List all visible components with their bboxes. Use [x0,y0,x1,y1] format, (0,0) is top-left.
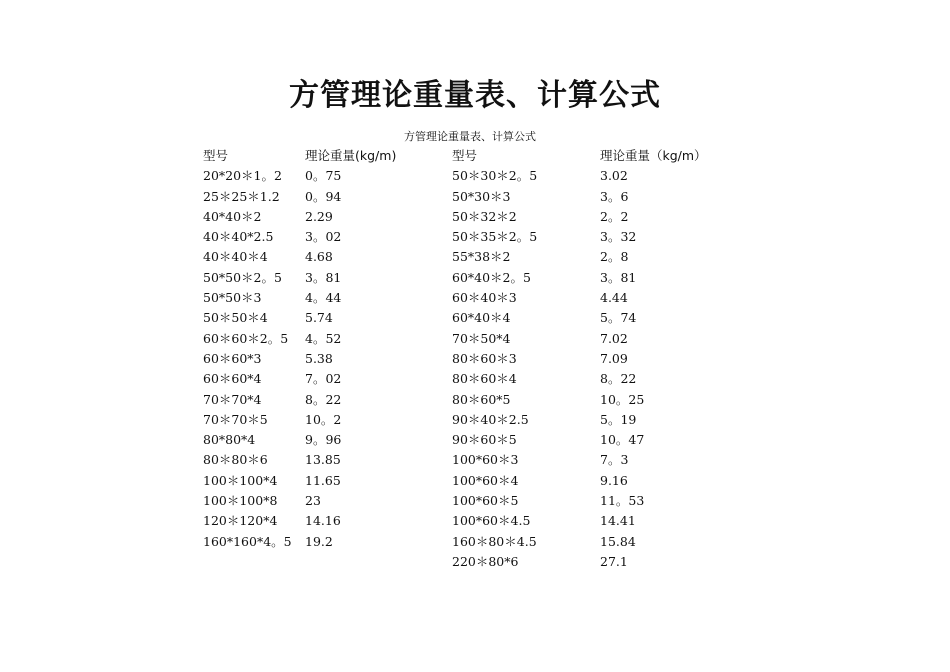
model-cell: 60＊40＊3 [452,290,517,306]
table-row [203,329,396,349]
weight-cell: 3。81 [305,269,342,285]
table-row [203,207,396,227]
model-cell: 80＊80＊6 [203,452,268,468]
weight-cell: 3。81 [600,269,637,285]
weight-cell: 5。74 [600,310,637,326]
table-row [203,369,396,389]
table-row [452,532,707,552]
weight-cell: 14.41 [600,513,636,529]
model-cell: 100*60＊4.5 [452,513,531,529]
model-cell: 50*50＊2。5 [203,269,282,285]
model-cell: 60*40＊2。5 [452,269,531,285]
weight-cell: 7.02 [600,330,628,346]
model-cell: 25＊25＊1.2 [203,188,280,204]
model-cell: 40＊40＊4 [203,249,268,265]
weight-cell: 7。3 [600,452,629,468]
table-row [452,247,707,267]
weight-cell: 23 [305,493,321,509]
model-cell: 55*38＊2 [452,249,511,265]
model-cell: 160*160*4。5 [203,533,292,549]
weight-cell: 5。19 [600,411,637,427]
weight-cell: 4.44 [600,290,628,306]
model-cell: 70＊50*4 [452,330,511,346]
weight-cell: 14.16 [305,513,341,529]
right-weight-table [452,146,707,572]
table-row [203,268,396,288]
model-cell: 50＊50＊4 [203,310,268,326]
model-cell: 80＊60＊3 [452,350,517,366]
table-row [452,288,707,308]
table-row [203,450,396,470]
model-cell: 50＊30＊2。5 [452,168,538,184]
weight-cell: 0。75 [305,168,342,184]
weight-cell: 11.65 [305,472,341,488]
model-cell: 70＊70＊5 [203,411,268,427]
table-row [452,390,707,410]
table-row [203,511,396,531]
model-cell: 50*30＊3 [452,188,511,204]
right-table-body [452,166,707,572]
weight-cell: 4.68 [305,249,333,265]
model-cell: 40＊40*2.5 [203,229,274,245]
model-cell: 50＊32＊2 [452,208,517,224]
table-row [203,227,396,247]
weight-cell: 10。2 [305,411,342,427]
table-row [203,349,396,369]
left-header-row [203,146,396,166]
table-row [203,491,396,511]
left-table-body [203,166,396,552]
weight-cell: 7.09 [600,350,628,366]
model-cell: 60＊60*3 [203,350,262,366]
table-row [452,511,707,531]
model-cell: 220＊80*6 [452,553,519,569]
model-cell: 80＊60*5 [452,391,511,407]
table-row [452,166,707,186]
table-row [203,471,396,491]
table-row [452,471,707,491]
weight-cell: 3。6 [600,188,629,204]
model-cell: 70＊70*4 [203,391,262,407]
right-header-model: 型号 [452,148,478,163]
weight-cell: 10。47 [600,432,645,448]
table-row [452,308,707,328]
right-header-weight: 理论重量（kg/m） [600,148,707,163]
table-row [452,349,707,369]
weight-cell: 4。44 [305,290,342,306]
left-header-model: 型号 [203,148,229,163]
model-cell: 50＊35＊2。5 [452,229,538,245]
weight-cell: 7。02 [305,371,342,387]
table-row [452,430,707,450]
table-row [452,227,707,247]
table-row [203,308,396,328]
weight-cell: 8。22 [600,371,637,387]
table-row [452,450,707,470]
weight-cell: 3。32 [600,229,637,245]
left-header-weight: 理论重量(kg/m) [305,148,397,163]
table-row [203,390,396,410]
model-cell: 20*20＊1。2 [203,168,282,184]
table-row [452,491,707,511]
model-cell: 120＊120*4 [203,513,278,529]
model-cell: 100*60＊3 [452,452,519,468]
weight-cell: 15.84 [600,533,636,549]
model-cell: 50*50＊3 [203,290,262,306]
table-row [203,166,396,186]
table-row [203,187,396,207]
weight-cell: 8。22 [305,391,342,407]
weight-cell: 0。94 [305,188,342,204]
model-cell: 90＊60＊5 [452,432,517,448]
table-row [452,329,707,349]
weight-cell: 2.29 [305,208,333,224]
table-row [452,207,707,227]
model-cell: 100*60＊5 [452,493,519,509]
weight-cell: 27.1 [600,553,628,569]
model-cell: 60*40＊4 [452,310,511,326]
table-row [203,410,396,430]
weight-cell: 5.38 [305,350,333,366]
weight-cell: 11。53 [600,493,645,509]
weight-cell: 4。52 [305,330,342,346]
model-cell: 90＊40＊2.5 [452,411,529,427]
left-weight-table [203,146,396,552]
weight-cell: 10。25 [600,391,645,407]
weight-cell: 3。02 [305,229,342,245]
weight-cell: 3.02 [600,168,628,184]
model-cell: 100*60＊4 [452,472,519,488]
weight-cell: 13.85 [305,452,341,468]
table-row [452,268,707,288]
weight-cell: 9。96 [305,432,342,448]
table-row [203,430,396,450]
table-caption: 方管理论重量表、计算公式 [404,130,536,143]
model-cell: 100＊100*4 [203,472,278,488]
weight-cell: 9.16 [600,472,628,488]
model-cell: 60＊60*4 [203,371,262,387]
table-row [452,552,707,572]
weight-cell: 19.2 [305,533,333,549]
table-row [203,247,396,267]
weight-cell: 5.74 [305,310,333,326]
model-cell: 100＊100*8 [203,493,278,509]
model-cell: 80*80*4 [203,432,256,448]
table-row [452,369,707,389]
weight-cell: 2。2 [600,208,629,224]
table-row [203,532,396,552]
right-header-row [452,146,707,166]
model-cell: 80＊60＊4 [452,371,517,387]
page-title: 方管理论重量表、计算公式 [289,78,661,113]
model-cell: 160＊80＊4.5 [452,533,537,549]
table-row [452,187,707,207]
table-row [203,288,396,308]
table-row [452,410,707,430]
weight-cell: 2。8 [600,249,629,265]
model-cell: 60＊60＊2。5 [203,330,289,346]
model-cell: 40*40＊2 [203,208,262,224]
